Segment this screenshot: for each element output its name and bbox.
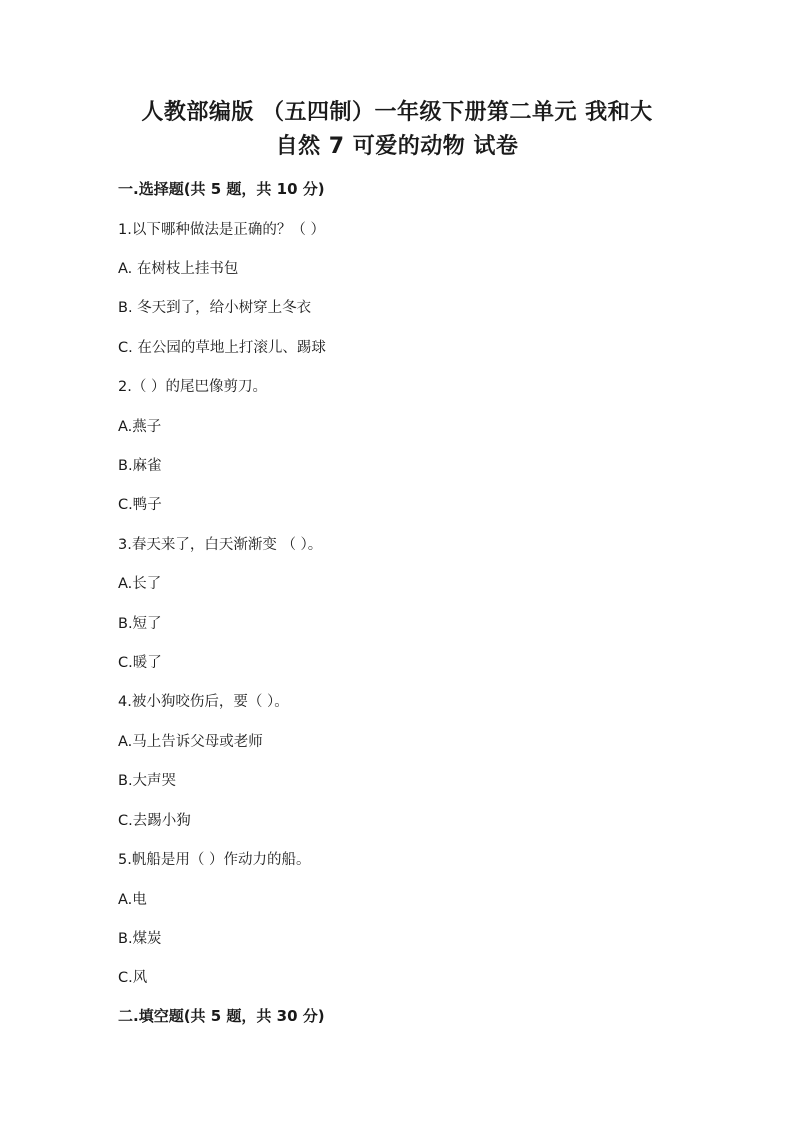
question-5-option-c: C.风 (118, 970, 148, 986)
question-3-option-a: A.长了 (118, 576, 162, 592)
question-2-option-c: C.鸭子 (118, 497, 162, 513)
question-1-option-b: B. 冬天到了，给小树穿上冬衣 (118, 300, 312, 316)
question-1-option-a: A. 在树枝上挂书包 (118, 261, 239, 277)
question-5-option-b: B.煤炭 (118, 931, 162, 947)
question-1: 1.以下哪种做法是正确的？（ ） (118, 222, 325, 238)
question-5-option-a: A.电 (118, 892, 147, 908)
section-heading-multiple-choice: 一.选择题(共 5 题，共 10 分) (118, 180, 325, 198)
question-2-option-b: B.麻雀 (118, 458, 162, 474)
question-2-option-a: A.燕子 (118, 419, 162, 435)
question-3-option-b: B.短了 (118, 616, 162, 632)
question-3-option-c: C.暖了 (118, 655, 162, 671)
question-4-option-a: A.马上告诉父母或老师 (118, 734, 263, 750)
question-2: 2.（ ）的尾巴像剪刀。 (118, 379, 267, 395)
question-1-option-c: C. 在公园的草地上打滚儿、踢球 (118, 340, 326, 356)
title-line-2: 自然 7 可爱的动物 试卷 (275, 134, 519, 159)
section-heading-fill-in-blank: 二.填空题(共 5 题，共 30 分) (118, 1007, 325, 1025)
question-4-option-b: B.大声哭 (118, 773, 177, 789)
question-4-option-c: C.去踢小狗 (118, 813, 191, 829)
question-5: 5.帆船是用（ ）作动力的船。 (118, 852, 311, 868)
title-line-1: 人教部编版 （五四制）一年级下册第二单元 我和大 (141, 100, 653, 125)
question-3: 3.春天来了，白天渐渐变 （ ）。 (118, 537, 323, 553)
question-4: 4.被小狗咬伤后，要（ ）。 (118, 694, 289, 710)
document-title (100, 96, 694, 164)
